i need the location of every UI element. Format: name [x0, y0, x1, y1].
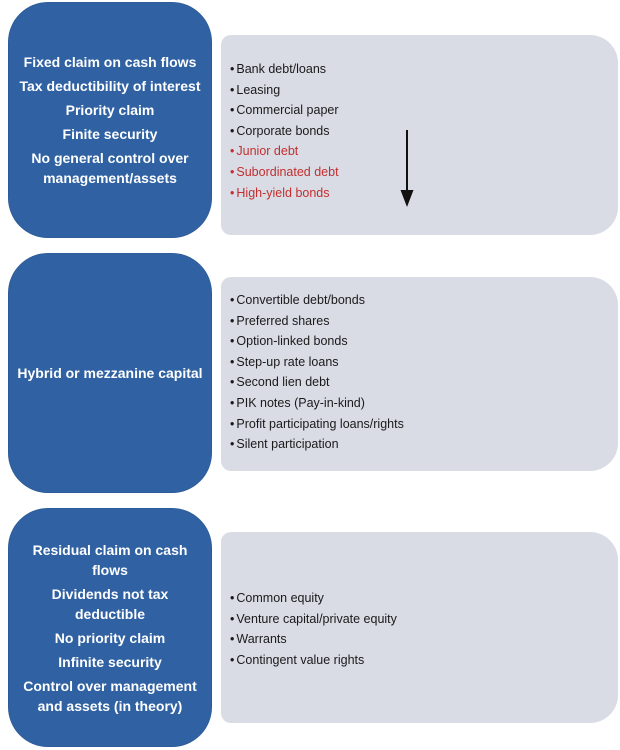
- characteristic-line: Infinite security: [58, 653, 162, 670]
- instrument-item: [230, 650, 610, 671]
- hybrid-characteristics-box: [8, 253, 212, 493]
- characteristic-line: No general control over management/assets: [31, 150, 189, 186]
- instrument-item: [230, 141, 610, 162]
- bullet-icon: •: [230, 123, 235, 138]
- bullet-icon: •: [230, 62, 235, 76]
- instrument-label: Commercial paper: [236, 103, 339, 118]
- instrument-item: [230, 414, 610, 435]
- debt-characteristics-list: [8, 48, 212, 192]
- bullet-icon: •: [230, 632, 235, 647]
- bullet-icon: •: [230, 416, 235, 431]
- instrument-item: [230, 393, 610, 414]
- instrument-label: Junior debt: [236, 144, 299, 159]
- instrument-item: [230, 59, 610, 80]
- characteristic-line: Hybrid or mezzanine capital: [17, 365, 203, 381]
- instrument-label: Step-up rate loans: [236, 354, 339, 369]
- characteristic-line: Tax deductibility of interest: [19, 78, 201, 94]
- hybrid-characteristics-list: [8, 359, 212, 387]
- instrument-item: [230, 352, 610, 373]
- debt-instruments-list: [221, 35, 618, 203]
- characteristic-line: Finite security: [62, 126, 158, 142]
- equity-instruments-panel: [221, 532, 618, 723]
- characteristic-line: No priority claim: [54, 629, 166, 646]
- instrument-label: Warrants: [236, 632, 287, 647]
- bullet-icon: •: [230, 354, 235, 369]
- characteristic-line: Dividends not tax deductible: [51, 585, 169, 622]
- equity-characteristics-list: [8, 536, 212, 720]
- instrument-item: [230, 80, 610, 101]
- characteristic-line: Priority claim: [65, 102, 155, 118]
- instrument-item: [230, 609, 610, 630]
- instrument-item: [230, 434, 610, 455]
- equity-instruments-list: [221, 532, 618, 670]
- instrument-label: Venture capital/private equity: [236, 611, 397, 626]
- bullet-icon: •: [230, 103, 235, 118]
- debt-characteristics-box: [8, 2, 212, 238]
- bullet-icon: •: [230, 185, 235, 200]
- instrument-label: Convertible debt/bonds: [236, 293, 365, 307]
- instrument-item: [230, 372, 610, 393]
- instrument-item: [230, 629, 610, 650]
- instrument-label: Corporate bonds: [236, 123, 330, 138]
- instrument-label: Bank debt/loans: [236, 62, 327, 76]
- instrument-label: Preferred shares: [236, 313, 330, 328]
- bullet-icon: •: [230, 611, 235, 626]
- characteristic-line: Control over management and assets (in theory): [23, 677, 197, 714]
- debt-instruments-panel: [221, 35, 618, 235]
- instrument-item: [230, 331, 610, 352]
- bullet-icon: •: [230, 82, 235, 97]
- bullet-icon: •: [230, 437, 235, 452]
- instrument-item: [230, 162, 610, 183]
- instrument-item: [230, 588, 610, 609]
- instrument-label: High-yield bonds: [236, 185, 330, 200]
- seniority-arrow-icon: [399, 130, 415, 208]
- instrument-item: [230, 100, 610, 121]
- instrument-label: Option-linked bonds: [236, 334, 348, 349]
- bullet-icon: •: [230, 144, 235, 159]
- bullet-icon: •: [230, 313, 235, 328]
- instrument-item: [230, 183, 610, 204]
- instrument-label: Common equity: [236, 591, 324, 605]
- bullet-icon: •: [230, 293, 235, 307]
- characteristic-line: Residual claim on cash flows: [32, 541, 188, 578]
- bullet-icon: •: [230, 164, 235, 179]
- instrument-label: PIK notes (Pay-in-kind): [236, 395, 365, 410]
- instrument-label: Subordinated debt: [236, 164, 339, 179]
- instrument-label: Contingent value rights: [236, 652, 365, 667]
- hybrid-instruments-panel: [221, 277, 618, 471]
- instrument-item: [230, 290, 610, 311]
- equity-characteristics-box: [8, 508, 212, 747]
- instrument-label: Second lien debt: [236, 375, 330, 390]
- instrument-item: [230, 311, 610, 332]
- bullet-icon: •: [230, 591, 235, 605]
- bullet-icon: •: [230, 375, 235, 390]
- bullet-icon: •: [230, 652, 235, 667]
- bullet-icon: •: [230, 395, 235, 410]
- bullet-icon: •: [230, 334, 235, 349]
- instrument-label: Profit participating loans/rights: [236, 416, 404, 431]
- instrument-label: Leasing: [236, 82, 281, 97]
- hybrid-instruments-list: [221, 277, 618, 455]
- instrument-label: Silent participation: [236, 437, 339, 452]
- instrument-item: [230, 121, 610, 142]
- characteristic-line: Fixed claim on cash flows: [23, 54, 197, 70]
